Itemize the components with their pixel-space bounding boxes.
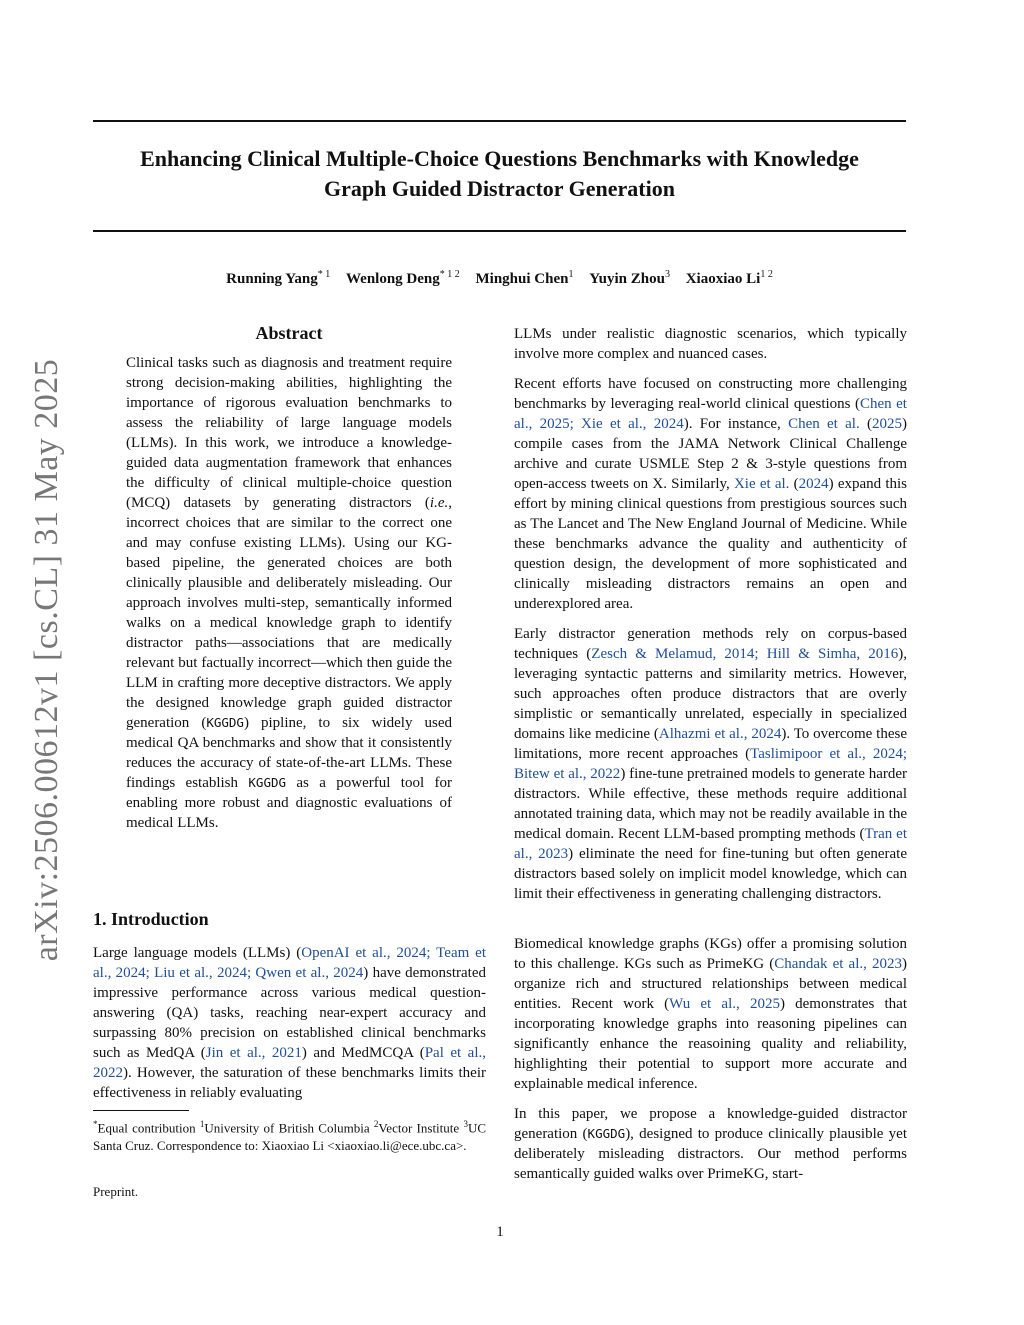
author: Minghui Chen$^1$ (475, 269, 574, 287)
citation-link[interactable]: Pal et al., 2022 (93, 1045, 486, 1081)
citation-link[interactable]: OpenAI et al., 2024; Team et al., 2024; Liu et al., 2024; Qwen et al., 2024 (93, 945, 486, 981)
title-top-rule (93, 120, 906, 122)
citation-link[interactable]: Chandak et al., 2023 (774, 956, 902, 972)
citation-link[interactable]: Chen et al. (788, 416, 860, 432)
citation-link[interactable]: Xie et al. (733, 476, 790, 492)
abstract-heading: Abstract (255, 323, 323, 343)
right-paragraph-3: Biomedical knowledge graphs (KGs) offer a promising solution to this challenge. KGs such as PrimeKG (Chandak et al., 2023) organize rich and structured relationships between medical entities. Recent work (Wu et al., 2025) demonstrates that incorporating knowledge graphs into reasoning pipelines can significantly enhance the reasoining quality and reliability, highlighting their potential to support more accurate and explainable medical inference. (514, 936, 907, 1092)
page-number: 1 (496, 1224, 504, 1240)
intro-paragraph: Large language models (LLMs) (OpenAI et al., 2024; Team et al., 2024; Liu et al., 2024; Qwen et al., 2024) have demonstrated impressive performance across various medical question-answering (QA) tasks, reaching near-expert accuracy and surpassing 80% precision on established clinical benchmarks such as MedQA (Jin et al., 2021) and MedMCQA (Pal et al., 2022). However, the saturation of these benchmarks limits their effectiveness in reliably evaluating (93, 945, 486, 1101)
footnote-rule (93, 1110, 189, 1111)
title-bottom-rule (93, 230, 906, 232)
method-name: KGGDG (248, 775, 287, 790)
citation-link[interactable]: Chen et al., 2025; Xie et al., 2024 (514, 396, 907, 432)
preprint-label: Preprint. (93, 1184, 139, 1199)
citation-link[interactable]: 2024 (798, 476, 829, 492)
author: Wenlong Deng$^{* 1 2}$ (346, 269, 460, 287)
arxiv-identifier: arXiv:2506.00612v1 [cs.CL] 31 May 2025 (28, 358, 65, 962)
citation-link[interactable]: 2025 (872, 416, 902, 432)
section-heading-introduction: 1. Introduction (93, 909, 209, 929)
author: Running Yang$^{* 1}$ (226, 269, 331, 287)
footnote: *Equal contribution $^1$University of British Columbia $^2$Vector Institute $^3$UC Santa Cruz. Correspondence to: Xiaoxiao Li <xiaoxiao.li@ece.ubc.ca>. (93, 1119, 486, 1154)
citation-link[interactable]: Wu et al., 2025 (669, 996, 780, 1012)
citation-link[interactable]: Jin et al., 2021 (205, 1045, 302, 1061)
author: Xiaoxiao $Li^{1 2}$ (685, 269, 773, 287)
title-line-2: Graph Guided Distractor Generation (324, 176, 675, 201)
paper-title (93, 144, 906, 204)
author: Yuyin Zhou$^3$ (589, 269, 670, 287)
right-paragraph-0: LLMs under realistic diagnostic scenarios, which typically involve more complex and nuanced cases. (514, 326, 907, 362)
method-name: KGGDG (206, 715, 244, 730)
title-line-1: Enhancing Clinical Multiple-Choice Questions Benchmarks with Knowledge (140, 146, 859, 171)
citation-link[interactable]: Zesch & Melamud, 2014; Hill & Simha, 2016 (591, 646, 899, 662)
right-paragraph-1: Recent efforts have focused on constructing more challenging benchmarks by leveraging real-world clinical questions (Chen et al., 2025; Xie et al., 2024). For instance, Chen et al. (2025) compile cases from the JAMA Network Clinical Challenge archive and curate USMLE Step 2 & 3-style questions from open-access tweets on X. Similarly, Xie et al. (2024) expand this effort by mining clinical questions from prestigious sources such as The Lancet and The New England Journal of Medicine. While these benchmarks advance the quality and authenticity of question design, the development of more sophisticated and clinically misleading distractors remains an open and underexplored area. (514, 376, 908, 612)
right-paragraph-2: Early distractor generation methods rely on corpus-based techniques (Zesch & Melamud, 2014; Hill & Simha, 2016), leveraging syntactic patterns and similarity metrics. However, such approaches often produce distractors that are overly simplistic or semantically unrelated, especially in specialized domains like medicine (Alhazmi et al., 2024). To overcome these limitations, more recent approaches (Taslimipoor et al., 2024; Bitew et al., 2022) fine-tune pretrained models to generate harder distractors. While effective, these methods require additional annotated training data, which may not be readily available in the medical domain. Recent LLM-based prompting methods (Tran et al., 2023) eliminate the need for fine-tuning but often generate distractors based solely on implicit model knowledge, which can limit their effectiveness in generating challenging distractors. (514, 626, 908, 902)
right-paragraph-4: In this paper, we propose a knowledge-guided distractor generation (KGGDG), designed to produce clinically plausible yet deliberately misleading distractors. Our method performs semantically guided walks over PrimeKG, start- (514, 1106, 907, 1182)
author-list (93, 264, 906, 290)
method-name: KGGDG (587, 1126, 626, 1141)
abstract-text: Clinical tasks such as diagnosis and treatment require strong decision-making abilities, highlighting the importance of rigorous evaluation benchmarks to assess the reliability of large language models (LLMs). In this work, we introduce a knowledge-guided data augmentation framework that enhances the difficulty of clinical multiple-choice question (MCQ) datasets by generating distractors (i.e., incorrect choices that are similar to the correct one and may confuse existing LLMs). Using our KG-based pipeline, the generated choices are both clinically plausible and deliberately misleading. Our approach involves multi-step, semantically informed walks on a medical knowledge graph to identify distractor paths—associations that are medically relevant but factually incorrect—which then guide the LLM in crafting more deceptive distractors. We apply the designed knowledge graph guided distractor generation (KGGDG) pipline, to six widely used medical QA benchmarks and show that it consistently reduces the accuracy of state-of-the-art LLMs. These findings establish KGGDG as a powerful tool for enabling more robust and diagnostic evaluations of medical LLMs. (126, 355, 452, 831)
citation-link[interactable]: Alhazmi et al., 2024 (658, 726, 782, 742)
citation-link[interactable]: Tran et al., 2023 (514, 826, 907, 862)
citation-link[interactable]: Taslimipoor et al., 2024; Bitew et al., 2022 (514, 746, 907, 782)
